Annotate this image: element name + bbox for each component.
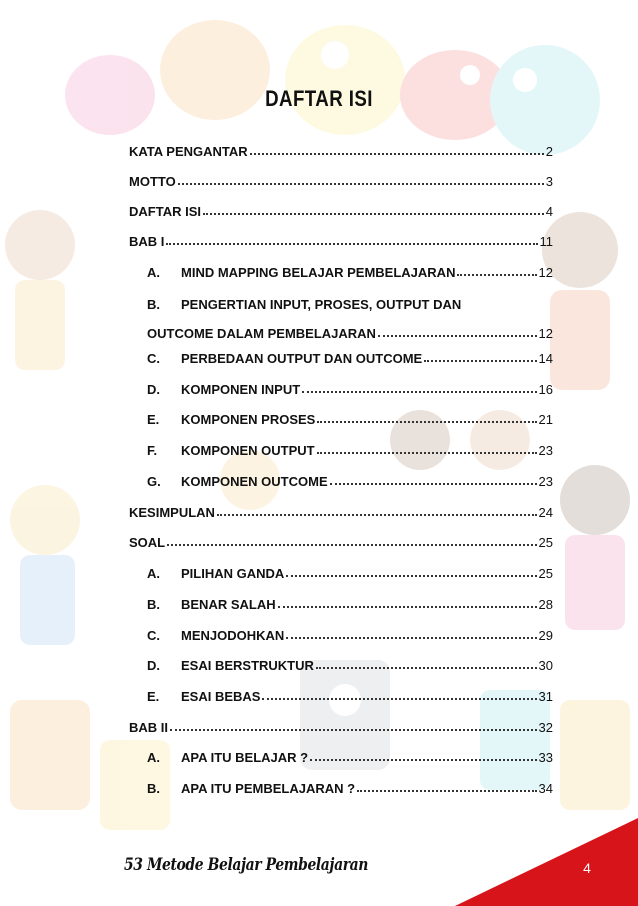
toc-entry-page: 14	[538, 351, 553, 366]
toc-entry[interactable]	[147, 778, 553, 796]
toc-entry-letter: A.	[147, 566, 160, 581]
toc-entry-letter: A.	[147, 750, 160, 765]
toc-entry-label: MIND MAPPING BELAJAR PEMBELAJARAN	[181, 265, 456, 280]
toc-entry[interactable]	[147, 747, 553, 765]
toc-entry[interactable]	[147, 563, 553, 581]
toc-entry[interactable]	[129, 141, 553, 159]
toc-entry-letter: E.	[147, 689, 160, 704]
toc-entry-page: 33	[538, 750, 553, 765]
toc-entry[interactable]	[147, 655, 553, 673]
toc-entry[interactable]	[147, 471, 553, 489]
toc-entry-label: KOMPONEN PROSES	[181, 412, 316, 427]
toc-entry-page: 31	[538, 689, 553, 704]
toc-leader-dots	[166, 242, 537, 245]
toc-entry-letter: C.	[147, 628, 160, 643]
toc-leader-dots	[167, 543, 536, 546]
toc-leader-dots	[317, 451, 537, 454]
toc-leader-dots	[378, 334, 537, 337]
toc-leader-dots	[317, 420, 536, 423]
toc-entry-letter: B.	[147, 597, 160, 612]
toc-entry-letter: D.	[147, 382, 160, 397]
toc-entry[interactable]	[147, 440, 553, 458]
footer-book-title: 53 Metode Belajar Pembelajaran	[124, 855, 368, 875]
toc-entry-page: 4	[545, 204, 553, 219]
toc-leader-dots	[357, 789, 536, 792]
toc-entry-page: 32	[538, 720, 553, 735]
toc-leader-dots	[278, 605, 537, 608]
toc-entry-label: KOMPONEN INPUT	[181, 382, 301, 397]
toc-entry-page: 29	[538, 628, 553, 643]
toc-entry-label: PERBEDAAN OUTPUT DAN OUTCOME	[181, 351, 423, 366]
toc-entry[interactable]	[147, 686, 553, 704]
toc-entry[interactable]	[129, 171, 553, 189]
toc-leader-dots	[286, 574, 536, 577]
toc-leader-dots	[203, 212, 544, 215]
toc-entry-letter: F.	[147, 443, 158, 458]
toc-entry-label: KOMPONEN OUTCOME	[181, 474, 328, 489]
toc-entry-label: BENAR SALAH	[181, 597, 276, 612]
toc-entry-label: SOAL	[129, 535, 166, 550]
toc-entry-letter: E.	[147, 412, 160, 427]
toc-entry-label: ESAI BEBAS	[181, 689, 261, 704]
toc-entry-label: OUTCOME DALAM PEMBELAJARAN	[147, 326, 376, 341]
toc-entry-label: MENJODOHKAN	[181, 628, 285, 643]
toc-entry-page: 30	[538, 658, 553, 673]
toc-entry-letter: A.	[147, 265, 160, 280]
toc-leader-dots	[302, 390, 536, 393]
toc-entry[interactable]	[129, 502, 553, 520]
toc-leader-dots	[330, 482, 537, 485]
toc-entry-label: KATA PENGANTAR	[129, 144, 248, 159]
toc-leader-dots	[286, 636, 536, 639]
toc-entry-letter: G.	[147, 474, 161, 489]
toc-leader-dots	[316, 666, 537, 669]
toc-entry-page: 25	[538, 535, 553, 550]
toc-entry[interactable]	[147, 409, 553, 427]
toc-entry-label: MOTTO	[129, 174, 176, 189]
toc-entry-page: 12	[538, 265, 553, 280]
toc-entry-page: 23	[538, 474, 553, 489]
toc-entry-label: KOMPONEN OUTPUT	[181, 443, 315, 458]
toc-entry-page: 3	[545, 174, 553, 189]
toc-entry-page: 34	[538, 781, 553, 796]
toc-entry-label: PILIHAN GANDA	[181, 566, 285, 581]
toc-entry[interactable]	[129, 717, 553, 735]
toc-entry[interactable]	[129, 231, 553, 249]
toc-entry-label: BAB I	[129, 234, 165, 249]
toc-entry-label: KESIMPULAN	[129, 505, 215, 520]
toc-entry-label: APA ITU BELAJAR ?	[181, 750, 309, 765]
footer-red-triangle	[455, 818, 638, 906]
toc-entry[interactable]	[147, 625, 553, 643]
toc-leader-dots	[250, 152, 544, 155]
toc-leader-dots	[217, 513, 537, 516]
toc-entry-label: APA ITU PEMBELAJARAN ?	[181, 781, 356, 796]
toc-entry-page: 16	[538, 382, 553, 397]
toc-entry-letter: B.	[147, 781, 160, 796]
toc-entry-label: ESAI BERSTRUKTUR	[181, 658, 314, 673]
toc-entry[interactable]	[147, 594, 553, 612]
toc-entry-label: BAB II	[129, 720, 168, 735]
toc-entry[interactable]	[147, 262, 553, 280]
toc-entry-page: 11	[539, 234, 553, 249]
toc-entry-page: 28	[538, 597, 553, 612]
toc-entry-page: 24	[538, 505, 553, 520]
toc-leader-dots	[424, 359, 536, 362]
toc-entry-line	[147, 294, 553, 312]
toc-entry-page: 2	[545, 144, 553, 159]
toc-entry-label: DAFTAR ISI	[129, 204, 201, 219]
toc-leader-dots	[457, 273, 536, 276]
page-title: DAFTAR ISI	[265, 86, 373, 111]
toc-entry[interactable]	[147, 348, 553, 366]
toc-entry[interactable]	[129, 532, 553, 550]
footer-page-number: 4	[583, 860, 591, 876]
toc-leader-dots	[310, 758, 536, 761]
toc-leader-dots	[178, 182, 544, 185]
toc-entry[interactable]	[147, 323, 553, 341]
toc-leader-dots	[170, 728, 537, 731]
toc-entry-letter: D.	[147, 658, 160, 673]
toc-entry-page: 25	[538, 566, 553, 581]
toc-entry[interactable]	[147, 379, 553, 397]
toc-leader-dots	[262, 697, 536, 700]
toc-entry-letter: C.	[147, 351, 160, 366]
toc-entry-page: 23	[538, 443, 553, 458]
toc-entry-page: 21	[538, 412, 553, 427]
toc-entry-page: 12	[538, 326, 553, 341]
toc-entry-label: PENGERTIAN INPUT, PROSES, OUTPUT DAN	[181, 297, 462, 312]
toc-entry-letter: B.	[147, 297, 160, 312]
toc-entry[interactable]	[129, 201, 553, 219]
